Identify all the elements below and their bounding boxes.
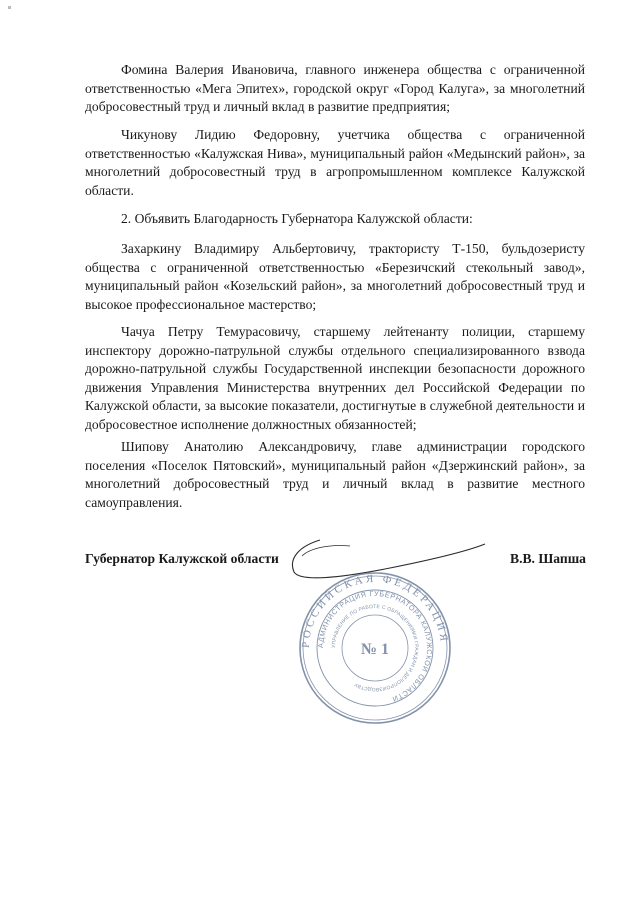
signatory-name: В.В. Шапша — [510, 551, 586, 566]
seal-inner-text: УПРАВЛЕНИЕ ПО РАБОТЕ С ОБРАЩЕНИЯМИ ГРАЖДАН И ДЕЛОПРОИЗВОДСТВУ — [330, 603, 420, 693]
seal-middle-text: АДМИНИСТРАЦИЯ ГУБЕРНАТОРА КАЛУЖСКОЙ ОБЛАСТИ — [315, 588, 435, 704]
paragraph-chachua — [85, 323, 585, 434]
paragraph-text: Фомина Валерия Ивановича, главного инженера общества с ограниченной ответственностью «Мега Эпитех», городской округ «Город Калуга», за многолетний добросовестный труд и личный вклад в развитие предприятия; — [85, 62, 585, 114]
seal-outer-text: РОССИЙСКАЯ ФЕДЕРАЦИЯ — [299, 572, 451, 649]
paragraph-chikunova — [85, 126, 585, 200]
seal-number: № 1 — [360, 641, 390, 658]
paragraph-text: Чикунову Лидию Федоровну, учетчика общества с ограниченной ответственностью «Калужская Нива», муниципальный район «Медынский район», за многолетний добросовестный труд в агропромышленном комплексе Калужской области. — [85, 127, 585, 198]
scan-mark — [8, 6, 11, 9]
paragraph-zakharkin — [85, 240, 585, 314]
paragraph-shipov — [85, 438, 585, 512]
paragraph-text: Захаркину Владимиру Альбертовичу, трактористу Т-150, бульдозеристу общества с ограниченной ответственностью «Березичский стекольный завод», муниципальный район «Козельский район», за многолетний добросовестный труд и высокое профессиональное мастерство; — [85, 241, 585, 312]
section-heading-gratitude — [85, 210, 585, 229]
paragraph-text: Чачуа Петру Темурасовичу, старшему лейтенанту полиции, старшему инспектору дорожно-патрульной службы отдельного специализированного взвода дорожно-патрульной службы Государственной инспекции безопасности дорожного движения Управления Министерства внутренних дел Российской Федерации по Калужской области, за высокие показатели, достигнутые в служебной деятельности и добросовестное исполнение должностных обязанностей; — [85, 324, 585, 432]
signatory-title: Губернатор Калужской области — [85, 551, 279, 566]
paragraph-fomin — [85, 61, 585, 117]
paragraph-text: Шипову Анатолию Александровичу, главе администрации городского поселения «Поселок Пятовский», муниципальный район «Дзержинский район», за многолетний добросовестный труд и личный вклад в развитие местного самоуправления. — [85, 439, 585, 510]
official-seal — [297, 570, 453, 726]
paragraph-text: 2. Объявить Благодарность Губернатора Калужской области: — [121, 211, 473, 226]
